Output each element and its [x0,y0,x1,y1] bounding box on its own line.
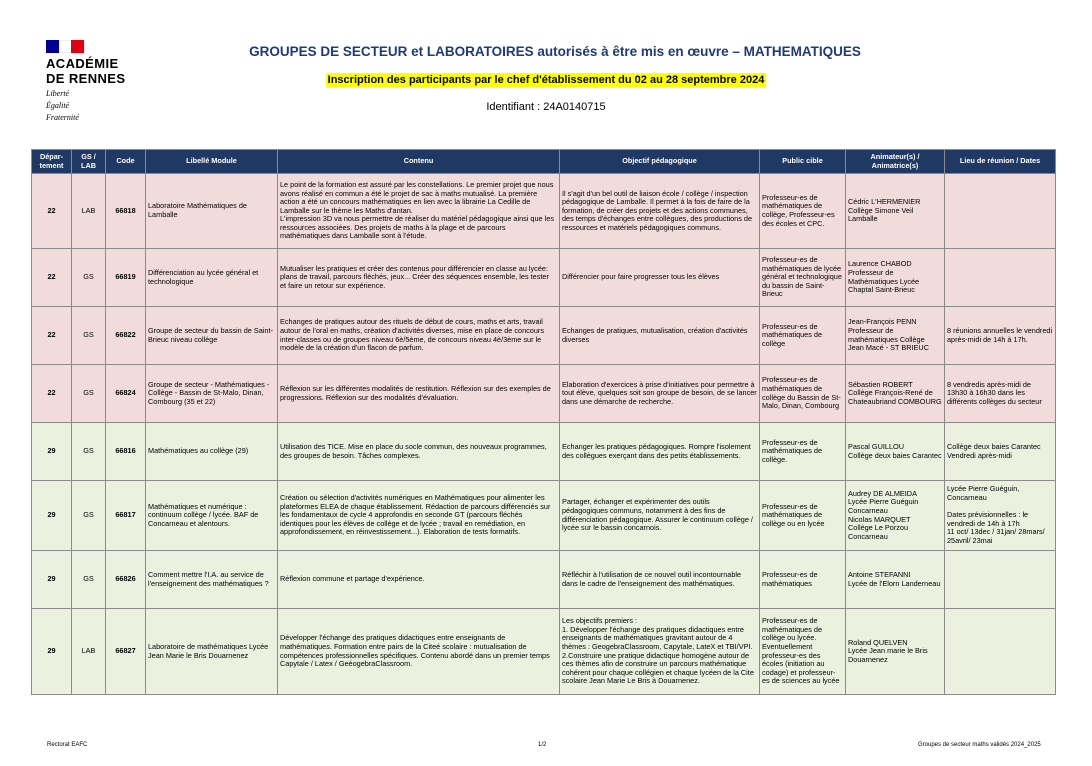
col-header: GS / LAB [72,150,106,174]
cell-libelle: Différenciation au lycée général et technologique [146,249,278,307]
col-header: Lieu de réunion / Dates [945,150,1056,174]
table-row [32,609,1056,695]
col-header: Animateur(s) / Animatrice(s) [846,150,945,174]
modules-table [31,149,1056,695]
cell-lieu [945,249,1056,307]
cell-type: GS [72,365,106,423]
cell-departement: 22 [32,365,72,423]
cell-objectif: Partager, échanger et expérimenter des outils pédagogiques communs, notamment à des fins de différenciation pédagogique. Assurer le continuum collège / lycée sur le bassin concarnois. [560,481,760,551]
cell-departement: 29 [32,481,72,551]
logo-line-1: ACADÉMIE [46,56,119,71]
cell-departement: 29 [32,609,72,695]
footer-page-number: 1/2 [538,742,547,748]
cell-type: GS [72,481,106,551]
cell-contenu: Echanges de pratiques autour des rituels de début de cours, maths et arts, travail autour de l'oral en maths, création d'activités diverses, mise en place de concours inter-classes ou de groupes niveau 6è/5ème, de concours niveau 4è/3ème sur le modèle de la création d'un flacon de parfum. [278,307,560,365]
cell-public: Professeur-es de mathématiques [760,551,846,609]
cell-departement: 22 [32,249,72,307]
cell-libelle: Groupe de secteur du bassin de Saint-Brieuc niveau collège [146,307,278,365]
col-header: Public cible [760,150,846,174]
table-row [32,423,1056,481]
cell-objectif: Réfléchir à l'utilisation de ce nouvel outil incontournable dans le cadre de l'enseignement des mathématiques. [560,551,760,609]
cell-animateur: Laurence CHABOD Professeur de Mathématiques Lycée Chaptal Saint-Brieuc [846,249,945,307]
cell-type: LAB [72,174,106,249]
cell-lieu [945,174,1056,249]
cell-objectif: Elaboration d'exercices à prise d'initiatives pour permettre à tout élève, quelques soit son groupe de besoin, de se lancer dans une démarche de recherche. [560,365,760,423]
cell-libelle: Mathématiques et numérique : continuum collège / lycée. BAF de Concarneau et alentours. [146,481,278,551]
page-title: GROUPES DE SECTEUR et LABORATOIRES autorisés à être mis en œuvre – MATHEMATIQUES [249,44,861,59]
logo-motto-3: Fraternité [46,113,79,122]
cell-departement: 22 [32,174,72,249]
cell-type: GS [72,249,106,307]
page-subtitle [0,74,1092,86]
cell-contenu: Création ou sélection d'activités numériques en Mathématiques pour alimenter les plateformes ELEA de chaque établissement. Rédaction de parcours différenciés sur les fondamentaux de cycle 4 approfondis en seconde GT (parcours fléchés identiques pour les élèves de collège et de lycée ; travail en remédiation, en approfondissement, en réinvestissement...). Elaboration de tests formatifs. [278,481,560,551]
cell-code: 66817 [106,481,146,551]
cell-animateur: Cédric L'HERMENIER Collège Simone Veil Lamballe [846,174,945,249]
table-row [32,174,1056,249]
cell-public: Professeur-es de mathématiques de collège du Bassin de St-Malo, Dinan, Combourg [760,365,846,423]
cell-objectif: Différencier pour faire progresser tous les élèves [560,249,760,307]
cell-departement: 29 [32,423,72,481]
col-header: Objectif pédagogique [560,150,760,174]
col-header: Code [106,150,146,174]
cell-public: Professeur-es de mathématiques de collège. [760,423,846,481]
col-header: Contenu [278,150,560,174]
table-header-row [32,150,1056,174]
cell-public: Professeur-es de mathématiques de collège ou lycée. Eventuellement professeur-es des écoles (initiation au codage) et professeur-es de sciences au lycée [760,609,846,695]
cell-lieu: Collège deux baies Carantec Vendredi après-midi [945,423,1056,481]
cell-contenu: Développer l'échange des pratiques didactiques entre enseignants de mathématiques. Formation entre pairs de la Citeé scolaire : mutualisation de compétences professionnelles spécifiques. Contenu abordé dans un premier temps Capytale / Latex / GeéogebraClassroom. [278,609,560,695]
subtitle-text: Inscription des participants par le chef d'établissement du 02 au 28 septembre 2024 [327,74,765,86]
table-row [32,365,1056,423]
cell-lieu: Lycée Pierre Guéguin, Concarneau Dates prévisionnelles : le vendredi de 14h à 17h 11 oct/ 13dec / 31jan/ 28mars/ 25avril/ 23mai [945,481,1056,551]
logo-line-2: DE RENNES [46,71,126,86]
cell-objectif: Echanger les pratiques pédagogiques. Rompre l'isolement des collègues exerçant dans des petits établissements. [560,423,760,481]
cell-public: Professeur-es de mathématiques de collège, Professeur-es des écoles et CPC. [760,174,846,249]
cell-contenu: Réflexion sur les différentes modalités de restitution. Réflexion sur des exemples de progressions. Réflexion sur des modalités d'évaluation. [278,365,560,423]
cell-code: 66819 [106,249,146,307]
cell-code: 66824 [106,365,146,423]
cell-type: GS [72,423,106,481]
cell-contenu: Mutualiser les pratiques et créer des contenus pour différencier en classe au lycée: plans de travail, parcours fléchés, jeux... Créer des séquences ensemble, les tester et faire un retour sur expérience. [278,249,560,307]
cell-public: Professeur-es de mathématiques de collège [760,307,846,365]
col-header: Dépar- tement [32,150,72,174]
cell-code: 66826 [106,551,146,609]
footer-left: Rectorat EAFC [47,742,88,748]
cell-libelle: Laboratoire Mathématiques de Lamballe [146,174,278,249]
cell-libelle: Comment mettre l'I.A. au service de l'enseignement des mathématiques ? [146,551,278,609]
cell-objectif: Les objectifs premiers : 1. Développer l'échange des pratiques didactiques entre enseignants de mathématiques gravitant autour de 4 thèmes : GeogebraClassroom, Capytale, LateX et TBI/VPI. 2.Construire une pratique didactique homogène autour de ces thèmes afin de construire un parcours mathématique cohérent pour chaque collégien et chaque lycéen de la Cite scolaire Jean Marie Le Bris à Douarnenez. [560,609,760,695]
cell-animateur: Antoine STEFANNI Lycée de l'Elorn Landerneau [846,551,945,609]
cell-libelle: Groupe de secteur - Mathématiques - Collège - Bassin de St-Malo, Dinan, Combourg (35 et 22) [146,365,278,423]
logo-motto-1: Liberté [46,89,70,98]
cell-code: 66822 [106,307,146,365]
cell-type: LAB [72,609,106,695]
cell-type: GS [72,307,106,365]
cell-objectif: Echanges de pratiques, mutualisation, création d'activités diverses [560,307,760,365]
cell-lieu: 8 réunions annuelles le vendredi après-midi de 14h à 17h. [945,307,1056,365]
cell-contenu: Le point de la formation est assuré par les constellations. Le premier projet que nous avons réalisé en commun a été le projet de sac à maths mutualisé. La première action a été un concours mathématiques en lien avec la librairie La Cedille de Lamballe sur le thème les Maths d'antan. L'impression 3D va nous permettre de réaliser du matériel pédagogique ainsi que les ressources associées. Des projets de maths à la plage et de parcours mathématiques dans Lamballe sont à l'étude. [278,174,560,249]
table-row [32,551,1056,609]
col-header: Libellé Module [146,150,278,174]
footer-right: Groupes de secteur maths validés 2024_2025 [918,742,1041,748]
cell-code: 66816 [106,423,146,481]
identifiant: Identifiant : 24A0140715 [486,101,606,113]
cell-animateur: Sébastien ROBERT Collège François-René de Chateaubriand COMBOURG [846,365,945,423]
cell-libelle: Laboratoire de mathématiques Lycée Jean Marie le Bris Douarnenez [146,609,278,695]
cell-libelle: Mathématiques au collège (29) [146,423,278,481]
french-flag-icon [46,40,84,53]
cell-code: 66818 [106,174,146,249]
cell-lieu [945,551,1056,609]
cell-animateur: Pascal GUILLOU Collège deux baies Carantec [846,423,945,481]
table-row [32,249,1056,307]
cell-objectif: Il s'agit d'un bel outil de liaison école / collège / inspection pédagogique de Lamballe. Il permet à la fois de faire de la formation, de créer des projets et des actions communes, des temps d'échanges entre collègues, des productions de ressources et matériels pédagogiques communs. [560,174,760,249]
cell-contenu: Utilisation des TICE. Mise en place du socle commun, des nouveaux programmes, des groupes de besoin. Tâches complexes. [278,423,560,481]
cell-animateur: Jean-François PENN Professeur de mathématiques Collège Jean Macé - ST BRIEUC [846,307,945,365]
cell-animateur: Roland QUELVEN Lycée Jean marie le Bris Douarnenez [846,609,945,695]
cell-departement: 22 [32,307,72,365]
cell-departement: 29 [32,551,72,609]
cell-contenu: Réflexion commune et partage d'expérience. [278,551,560,609]
table-row [32,481,1056,551]
cell-public: Professeur-es de mathématiques de collège ou en lycée [760,481,846,551]
table-row [32,307,1056,365]
cell-lieu [945,609,1056,695]
cell-code: 66827 [106,609,146,695]
cell-public: Professeur-es de mathématiques de lycée général et technologique du bassin de Saint-Brieuc [760,249,846,307]
cell-animateur: Audrey DE ALMEIDA Lycée Pierre Guéguin Concarneau Nicolas MARQUET Collège Le Porzou Concarneau [846,481,945,551]
logo-motto-2: Égalité [46,101,70,110]
cell-lieu: 8 vendredis après-midi de 13h30 à 16h30 dans les différents collèges du secteur [945,365,1056,423]
cell-type: GS [72,551,106,609]
